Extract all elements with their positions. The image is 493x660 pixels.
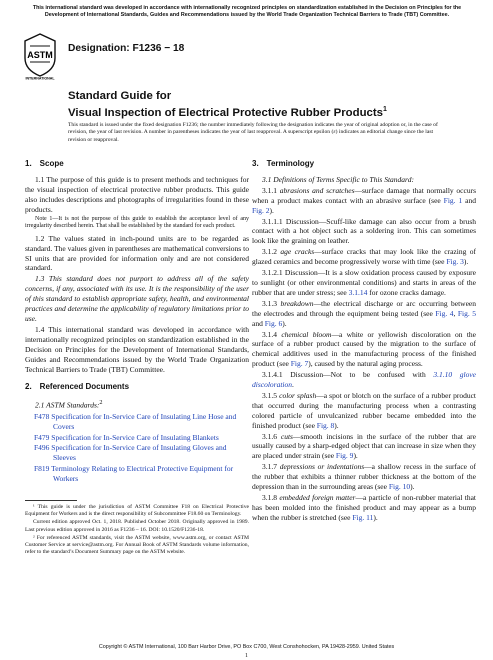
page-number: 1 [245, 653, 248, 659]
copyright-footer: Copyright © ASTM International, 100 Barr Harbor Drive, PO Box C700, West Conshohocken, PA 19428-2959. United States [98, 644, 395, 650]
footnote-1-edition: Current edition approved Oct. 1, 2018. Published October 2018. Originally approved in 1989. Last previous edition approved in 2016 as F1236 – 16. DOI: 10.1520/F1236-18. [25, 519, 249, 533]
right-column [252, 155, 476, 524]
term-3-1-3: 3.1.3 breakdown—the electrical discharge or arc occurring between the electrodes and through the equipment being tested (see Fig. 4, Fig. 5 and Fig. 6). [252, 298, 476, 328]
term-3-1-1-1: 3.1.1.1 Discussion—Scuff-like damage can also occur from a brush contact with a hot object such as a soldering iron. This can sometimes look like the graining on leather. [252, 216, 476, 246]
astm-logo [22, 32, 58, 80]
term-3-1-2-1: 3.1.2.1 Discussion—It is a slow oxidation process caused by exposure to sunlight (or other environmental conditions) and starts in areas of the rubber that are under stress; see 3.1.14 for ozone cracks damage. [252, 268, 476, 297]
scope-heading: 1. Scope [25, 159, 64, 168]
section-link[interactable]: 3.1.14 [348, 287, 368, 297]
preamble: This standard is issued under the fixed designation F1236; the number immediately following the designation indicates the year of original adoption or, in the case of revision, the year of last revision. A number in parentheses indicates the year of last reapproval. A superscript epsilon (ε) indicates an editorial change since the last revision or reapproval. [68, 122, 438, 143]
fig-link[interactable]: Fig. 1 [443, 195, 463, 205]
left-column [25, 155, 249, 557]
scope-1-1: 1.1 The purpose of this guide is to present methods and techniques for the visual inspection of electrical protective rubber products. This guide also includes descriptions and photographs of irregularities found in these products. [25, 174, 249, 214]
ref-item[interactable]: F479 Specification for In-Service Care of Insulating Blankets [34, 432, 219, 442]
term-3-1-5: 3.1.5 color splash—a spot or blotch on the surface of a rubber product that occurred during the manufacturing process when a contrasting colored particle of unvulcanized rubber became embedded into the finished product (see Fig. 8). [252, 390, 476, 430]
note-1: Note 1—It is not the purpose of this guide to establish the acceptance level of any irregularity described herein. That shall be established by the standard for each product. [25, 215, 249, 230]
fig-link[interactable]: Fig. 5 [457, 308, 476, 318]
footnote-2: ² For referenced ASTM standards, visit the ASTM website, www.astm.org, or contact ASTM Customer Service at service@astm.org. For Annual Book of ASTM Standards volume information, refer to the standard’s Document Summary page on the ASTM website. [25, 534, 249, 556]
header-notice: This international standard was developed in accordance with internationally recognized principles on standardization established in the Decision on Principles for the Development of International Standards, Guides and Recommendations issued by the World Trade Organization Technical Barriers to Trade (TBT) Committee. [32, 5, 462, 18]
section-link[interactable]: 3.1.10 glove discoloration [252, 370, 476, 390]
logo-text: INTERNATIONAL [25, 76, 55, 80]
title-line-2: Visual Inspection of Electrical Protective Rubber Products$^1$ [68, 106, 387, 119]
footnote-rule [25, 500, 77, 501]
fig-link[interactable]: Fig. 7 [290, 359, 309, 369]
ref-item[interactable]: F478 Specification for In-Service Care of Insulating Line Hose and Covers [34, 411, 237, 431]
term-3-1-7: 3.1.7 depressions or indentations—a shallow recess in the surface of the rubber that exhibits a thinner rubber thickness at the bottom of the depression than in the surrounding areas (see Fig. 10). [252, 462, 476, 492]
scope-1-4: 1.4 This international standard was developed in accordance with internationally recognized principles on standardization established in the Decision on Principles for the Development of International Standards, Guides and Recommendations issued by the World Trade Organization Technical Barriers to Trade (TBT) Committee. [25, 324, 249, 374]
fig-link[interactable]: Fig. 3 [446, 257, 464, 267]
fig-link[interactable]: Fig. 2 [252, 205, 270, 215]
footnote-1: ¹ This guide is under the jurisdiction of ASTM Committee F18 on Electrical Protective Equipment for Workers and is the direct responsibility of Subcommittee F18.60 on Terminology. [25, 504, 249, 518]
term-3-1-8: 3.1.8 embedded foreign matter—a particle of non-rubber material that has been molded into the finished product and may appear as a bump when the rubber is stretched (see Fig. 11). [252, 493, 477, 522]
svg-text:ASTM: ASTM [27, 50, 53, 60]
fig-link[interactable]: Fig. 4 [435, 308, 454, 318]
term-3-1-2: 3.1.2 age cracks—surface cracks that may look like the crazing of glazed ceramics and become progressively worse with time (see Fig. 3). [252, 247, 476, 267]
fig-link[interactable]: Fig. 8 [316, 420, 335, 430]
term-3-1-4: 3.1.4 chemical bloom—a white or yellowish discoloration on the surface of a rubber product caused by the migration to the surface of chemical additives used in the manufacturing process of the finished product (see Fig. 7), caused by the natural aging process. [252, 329, 476, 369]
term-3-1-1: 3.1.1 abrasions and scratches—surface damage that normally occurs when a product makes contact with an abrasive surface (see Fig. 1 and Fig. 2). [252, 185, 477, 215]
refs-heading: 2. Referenced Documents [25, 382, 130, 392]
fig-link[interactable]: Fig. 9 [335, 451, 354, 461]
scope-1-2: 1.2 The values stated in inch-pound units are to be regarded as standard. The values given in parentheses are mathematical conversions to SI units that are provided for information only and are not considered standard. [25, 233, 249, 273]
ref-item[interactable]: F496 Specification for In-Service Care of Insulating Gloves and Sleeves [34, 443, 227, 463]
ref-item[interactable]: F819 Terminology Relating to Electrical Protective Equipment for Workers [34, 464, 234, 484]
title-line-1: Standard Guide for [68, 90, 172, 102]
term-3-1-4-1: 3.1.4.1 Discussion—Not to be confused with 3.1.10 glove discoloration. [252, 370, 476, 390]
term-3-1: 3.1 Definitions of Terms Specific to This Standard: [262, 174, 414, 184]
term-3-1-6: 3.1.6 cuts—smooth incisions in the surface of the rubber that are usually caused by a sharp-edged object that can increase in size when they are placed under strain (see Fig. 9). [252, 431, 477, 461]
document-title [68, 90, 448, 120]
refs-sub: 2.1 ASTM Standards:$^2$ [35, 399, 103, 410]
fig-link[interactable]: Fig. 11 [352, 512, 374, 522]
fig-link[interactable]: Fig. 10 [388, 482, 411, 492]
scope-1-3: 1.3 This standard does not purport to address all of the safety concerns, if any, associated with its use. It is the responsibility of the user of this standard to establish appropriate safety, health, and environmental practices and determine the applicability of regulatory limitations prior to use. [25, 274, 249, 323]
designation: Designation: F1236 − 18 [68, 43, 185, 54]
terminology-heading: 3. Terminology [252, 159, 315, 168]
fig-link[interactable]: Fig. 6 [264, 318, 283, 328]
